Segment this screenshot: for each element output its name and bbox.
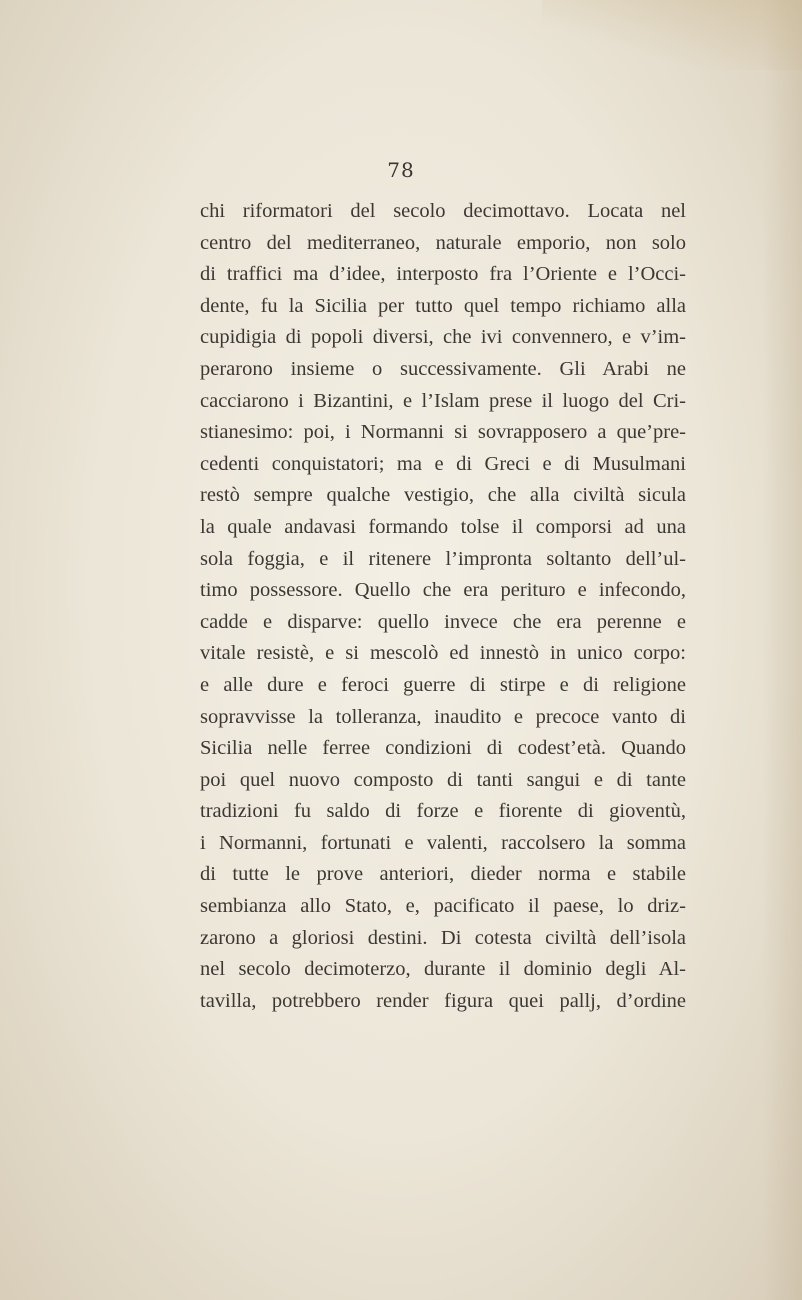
text-line: cadde e disparve: quello invece che era perenne e [200, 610, 686, 633]
text-line: chi riformatori del secolo decimottavo. Locata nel [200, 200, 686, 222]
text-line: sopravvisse la tolleranza, inaudito e precoce vanto di [200, 705, 686, 728]
text-line: vitale resistè, e si mescolò ed innestò in unico corpo: [200, 642, 686, 665]
text-line: la quale andavasi formando tolse il comporsi ad una [200, 515, 686, 538]
text-line: centro del mediterraneo, naturale emporio, non solo [200, 231, 686, 254]
text-line: Sicilia nelle ferree condizioni di codest’età. Quando [200, 737, 686, 760]
text-line: di traffici ma d’idee, interposto fra l’Oriente e l’Occi- [200, 263, 686, 286]
page-edge-shadow [762, 0, 802, 1300]
text-line: di tutte le prove anteriori, dieder norma e stabile [200, 863, 686, 886]
text-line: perarono insieme o successivamente. Gli Arabi ne [200, 357, 686, 380]
text-line: cedenti conquistatori; ma e di Greci e di Musulmani [200, 452, 686, 475]
page-number: 78 [387, 158, 415, 182]
text-line: stianesimo: poi, i Normanni si sovrapposero a que’pre- [200, 421, 686, 444]
text-line: restò sempre qualche vestigio, che alla civiltà sicula [200, 484, 686, 507]
text-line: cupidigia di popoli diversi, che ivi convennero, e v’im- [200, 326, 686, 349]
page-corner-stain [542, 0, 802, 70]
text-line: cacciarono i Bizantini, e l’Islam prese il luogo del Cri- [200, 389, 686, 412]
text-line: tavilla, potrebbero render figura quei pallj, d’ordine [200, 989, 686, 1012]
text-line: nel secolo decimoterzo, durante il dominio degli Al- [200, 958, 686, 981]
text-line: e alle dure e feroci guerre di stirpe e di religione [200, 673, 686, 696]
text-line: i Normanni, fortunati e valenti, raccolsero la somma [200, 831, 686, 854]
text-line: timo possessore. Quello che era perituro e infecondo, [200, 579, 686, 602]
text-line: dente, fu la Sicilia per tutto quel tempo richiamo alla [200, 294, 686, 317]
text-line: zarono a gloriosi destini. Di cotesta civiltà dell’isola [200, 926, 686, 949]
text-line: poi quel nuovo composto di tanti sangui e di tante [200, 768, 686, 791]
body-text [200, 196, 686, 1017]
text-line: tradizioni fu saldo di forze e fiorente di gioventù, [200, 800, 686, 823]
text-line: sembianza allo Stato, e, pacificato il paese, lo driz- [200, 895, 686, 918]
text-line: sola foggia, e il ritenere l’impronta soltanto dell’ul- [200, 547, 686, 570]
